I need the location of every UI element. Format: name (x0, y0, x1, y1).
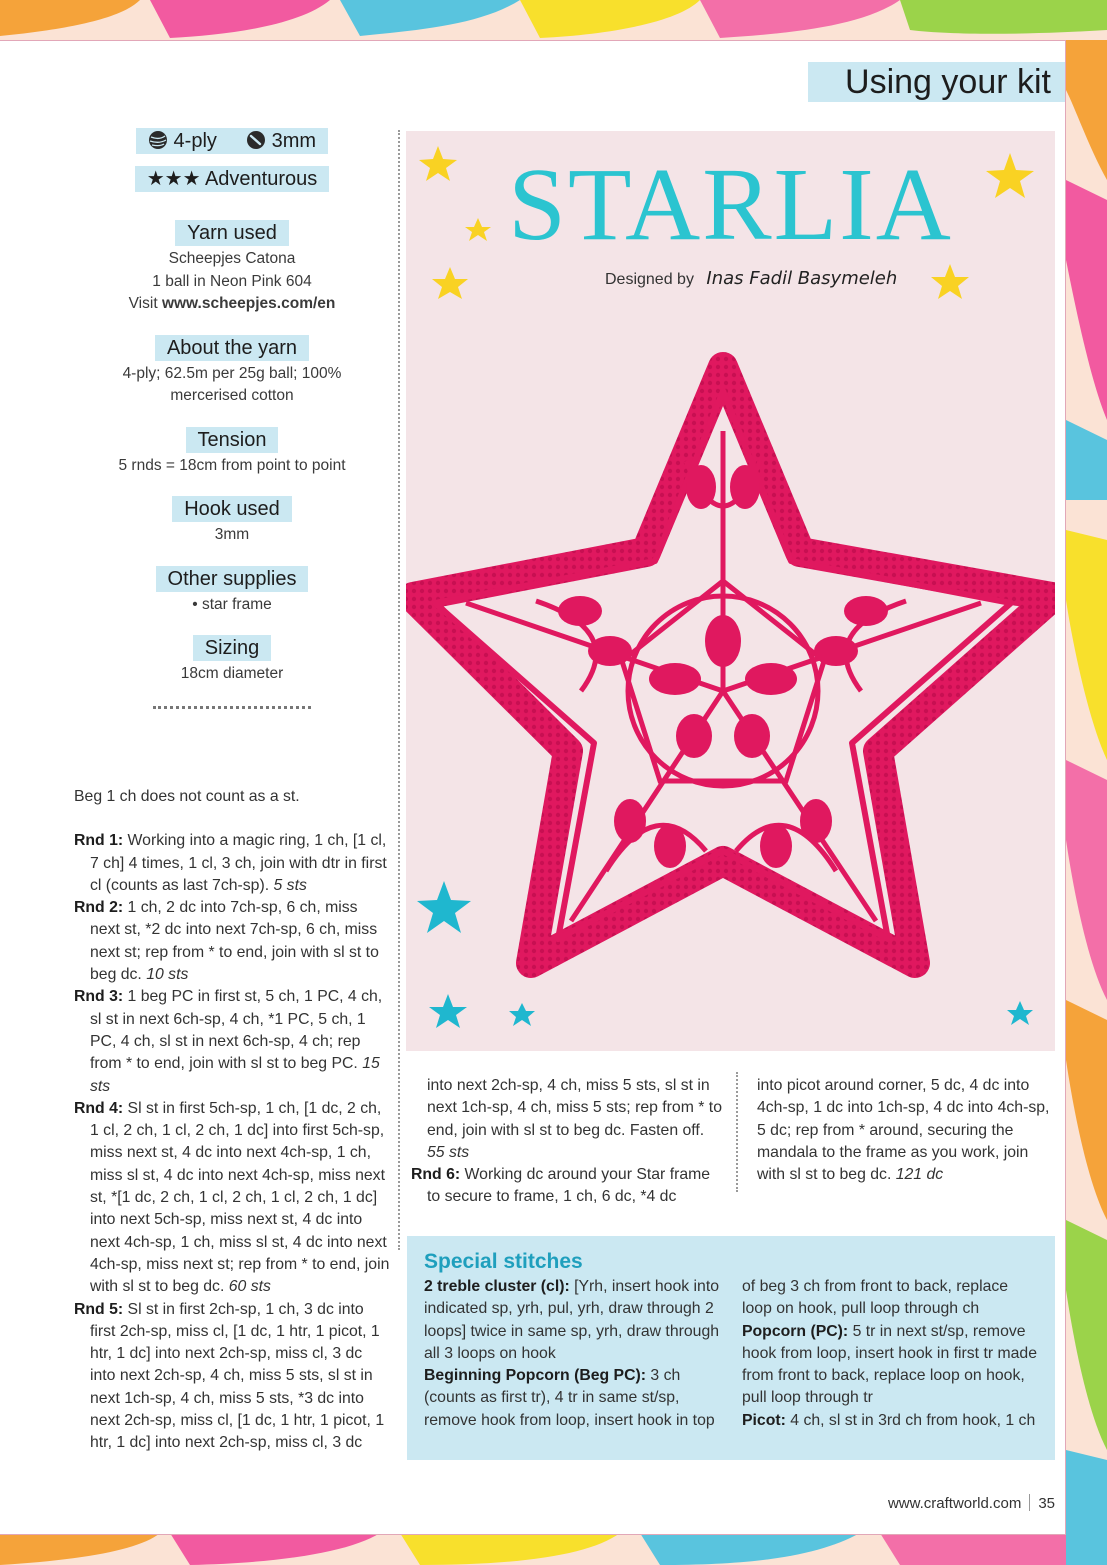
page-number: 35 (1038, 1495, 1055, 1512)
yarn-hook-tag (136, 128, 328, 154)
stitch-cluster (424, 1276, 726, 1365)
round-text: into picot around corner, 5 dc, 4 dc into 4ch-sp, 1 dc into 1ch-sp, 4 dc into 4ch-sp, 5 dc; rep from * around, securing the mandala to the frame as you work, join with sl st to beg dc. (757, 1077, 1050, 1184)
yarn-used-block (62, 220, 402, 316)
round-label: Rnd 3: (74, 988, 124, 1006)
round-text: Sl st in first 5ch-sp, 1 ch, [1 dc, 2 ch, 1 cl, 2 ch, 1 cl, 2 ch, 1 dc] into first 5ch-sp, miss next st, 4 dc into next 4ch-sp, 1 ch, miss sl st, 4 dc into next 4ch-sp, miss next st, *[1 dc, 2 ch, 1 cl, 2 ch, 1 cl, 2 ch, 1 dc] into next 5ch-sp, miss next st, 4 dc into next 4ch-sp, 1 ch, miss sl st, 4 dc into next 4ch-sp, miss next st; rep from * to end, join with sl st to beg dc. (90, 1099, 390, 1296)
sizing-value: 18cm diameter (180, 665, 284, 682)
other-supplies-value: • star frame (192, 595, 272, 613)
section-title: Using your kit (808, 62, 1065, 102)
yarn-brand: Scheepjes Catona (168, 250, 296, 267)
hook-used-heading: Hook used (172, 496, 292, 522)
stitch-count: 55 sts (427, 1143, 470, 1161)
footer-separator (1029, 1494, 1030, 1511)
yarn-used-heading: Yarn used (175, 220, 289, 246)
other-supplies-block (62, 566, 402, 617)
stitch-picot (742, 1410, 1042, 1432)
round-1 (74, 830, 390, 897)
stitch-beg-popcorn (424, 1365, 726, 1432)
round-3 (74, 986, 390, 1097)
pattern-column-1 (74, 786, 390, 1455)
stitch-beg-popcorn-continued: of beg 3 ch from front to back, replace loop on hook, pull loop through ch (742, 1278, 1009, 1318)
about-yarn-line: 4-ply; 62.5m per 25g ball; 100% (122, 364, 342, 382)
stitch-label: 2 treble cluster (cl): (424, 1278, 570, 1295)
sizing-block (62, 635, 402, 686)
round-4 (74, 1098, 390, 1299)
hook-size: 3mm (271, 130, 317, 152)
pattern-title: STARLIA (508, 147, 953, 262)
pattern-column-3 (757, 1075, 1053, 1186)
round-label: Rnd 5: (74, 1300, 124, 1318)
round-label: Rnd 4: (74, 1099, 124, 1117)
round-6 (411, 1164, 724, 1209)
sizing-heading: Sizing (193, 635, 271, 661)
hook-used-value: 3mm (214, 526, 250, 543)
round-text: Working dc around your Star frame to secure to frame, 1 ch, 6 dc, *4 dc (427, 1166, 711, 1206)
designed-by-label: Designed by (605, 271, 694, 288)
stitch-popcorn (742, 1321, 1042, 1410)
stitch-count: 10 sts (146, 966, 189, 984)
round-5 (74, 1299, 390, 1455)
column-divider (736, 1072, 738, 1192)
round-5-continued (411, 1075, 724, 1164)
stitch-count: 121 dc (895, 1166, 944, 1184)
about-yarn-block (62, 335, 402, 408)
round-text: Working into a magic ring, 1 ch, [1 cl, 7 ch] 4 times, 1 cl, 3 ch, join with dtr in first cl (counts as last 7ch-sp). (90, 832, 387, 894)
crochet-star (413, 367, 1052, 963)
pattern-column-2 (411, 1075, 724, 1209)
materials-sidebar (62, 128, 402, 709)
stitch-text: 3 ch (counts as first tr), 4 tr in same st/sp, remove hook from loop, insert hook in top (424, 1367, 715, 1429)
stitch-count: 60 sts (228, 1278, 271, 1296)
hook-used-block (62, 496, 402, 547)
scheepjes-link[interactable]: www.scheepjes.com/en (161, 295, 336, 312)
round-text: 1 ch, 2 dc into 7ch-sp, 6 ch, miss next st, *2 dc into next 7ch-sp, 6 ch, miss next st; rep from * to end, join with sl st to beg dc. (90, 899, 379, 984)
tension-heading: Tension (186, 427, 279, 453)
round-label: Rnd 2: (74, 899, 124, 917)
hook-icon (246, 130, 272, 152)
tension-value: 5 rnds = 18cm from point to point (118, 456, 346, 474)
stitch-count: 5 sts (273, 876, 307, 894)
stitch-text: [Yrh, insert hook into indicated sp, yrh, pul, yrh, draw through 2 loops] twice in same sp, yrh, draw through all 3 loops on hook (424, 1278, 720, 1362)
stitch-count: 15 sts (90, 1055, 380, 1095)
special-stitches-heading: Special stitches (424, 1250, 583, 1273)
round-2 (74, 897, 390, 986)
about-yarn-heading: About the yarn (155, 335, 309, 361)
round-text: into next 2ch-sp, 4 ch, miss 5 sts, sl st in next 1ch-sp, 4 ch, miss 5 sts; rep from * to end, join with sl st to beg dc. Fasten off. (427, 1077, 722, 1139)
stitch-text: 5 tr in next st/sp, remove hook from loop, insert hook in first tr made from front to back, replace loop on hook, pull loop through tr (742, 1322, 1038, 1407)
difficulty-tag: ★★★ Adventurous (135, 166, 330, 192)
round-text: Sl st in first 2ch-sp, 1 ch, 3 dc into first 2ch-sp, miss cl, [1 dc, 1 htr, 1 picot, 1 htr, 1 dc] into next 2ch-sp, miss cl, 3 dc into next 2ch-sp, 4 ch, miss 5 sts, sl st in next 1ch-sp, 4 ch, miss 5 sts, *3 dc into next 2ch-sp, miss cl, [1 dc, 1 htr, 1 picot, 1 htr, 1 dc] into next 2ch-sp, miss cl, 3 dc (90, 1300, 385, 1452)
yarn-weight: 4-ply (173, 130, 217, 152)
yarn-quantity: 1 ball in Neon Pink 604 (152, 272, 312, 290)
round-label: Rnd 1: (74, 832, 124, 850)
stitch-label: Popcorn (PC): (742, 1322, 849, 1340)
round-text: 1 beg PC in first st, 5 ch, 1 PC, 4 ch, sl st in next 6ch-sp, 4 ch, *1 PC, 5 ch, 1 PC, 4 ch, sl st in next 6ch-sp, 4 ch; rep from * to end, join with sl st to beg PC. (90, 988, 383, 1073)
tension-block (62, 427, 402, 478)
special-stitches-col-2 (742, 1276, 1042, 1432)
pattern-note: Beg 1 ch does not count as a st. (74, 788, 300, 805)
round-label: Rnd 6: (411, 1166, 461, 1184)
special-stitches-col-1 (424, 1276, 726, 1432)
stitch-text: 4 ch, sl st in 3rd ch from hook, 1 ch (785, 1411, 1036, 1429)
about-yarn-line: mercerised cotton (170, 387, 294, 404)
designer-name: Inas Fadil Basymeleh (706, 268, 898, 289)
dotted-separator (153, 706, 311, 709)
designer-credit (605, 268, 897, 289)
stitch-label: Picot: (742, 1411, 786, 1429)
yarn-ball-icon (148, 130, 174, 152)
page-footer (888, 1494, 1055, 1512)
hero-photo (406, 131, 1055, 1051)
round-6-continued (757, 1075, 1053, 1186)
other-supplies-heading: Other supplies (156, 566, 309, 592)
special-stitches-box (407, 1236, 1055, 1460)
visit-prefix: Visit (128, 295, 162, 312)
footer-url[interactable]: www.craftworld.com (887, 1495, 1022, 1512)
column-divider (398, 130, 400, 1250)
stitch-label: Beginning Popcorn (Beg PC): (424, 1367, 647, 1385)
